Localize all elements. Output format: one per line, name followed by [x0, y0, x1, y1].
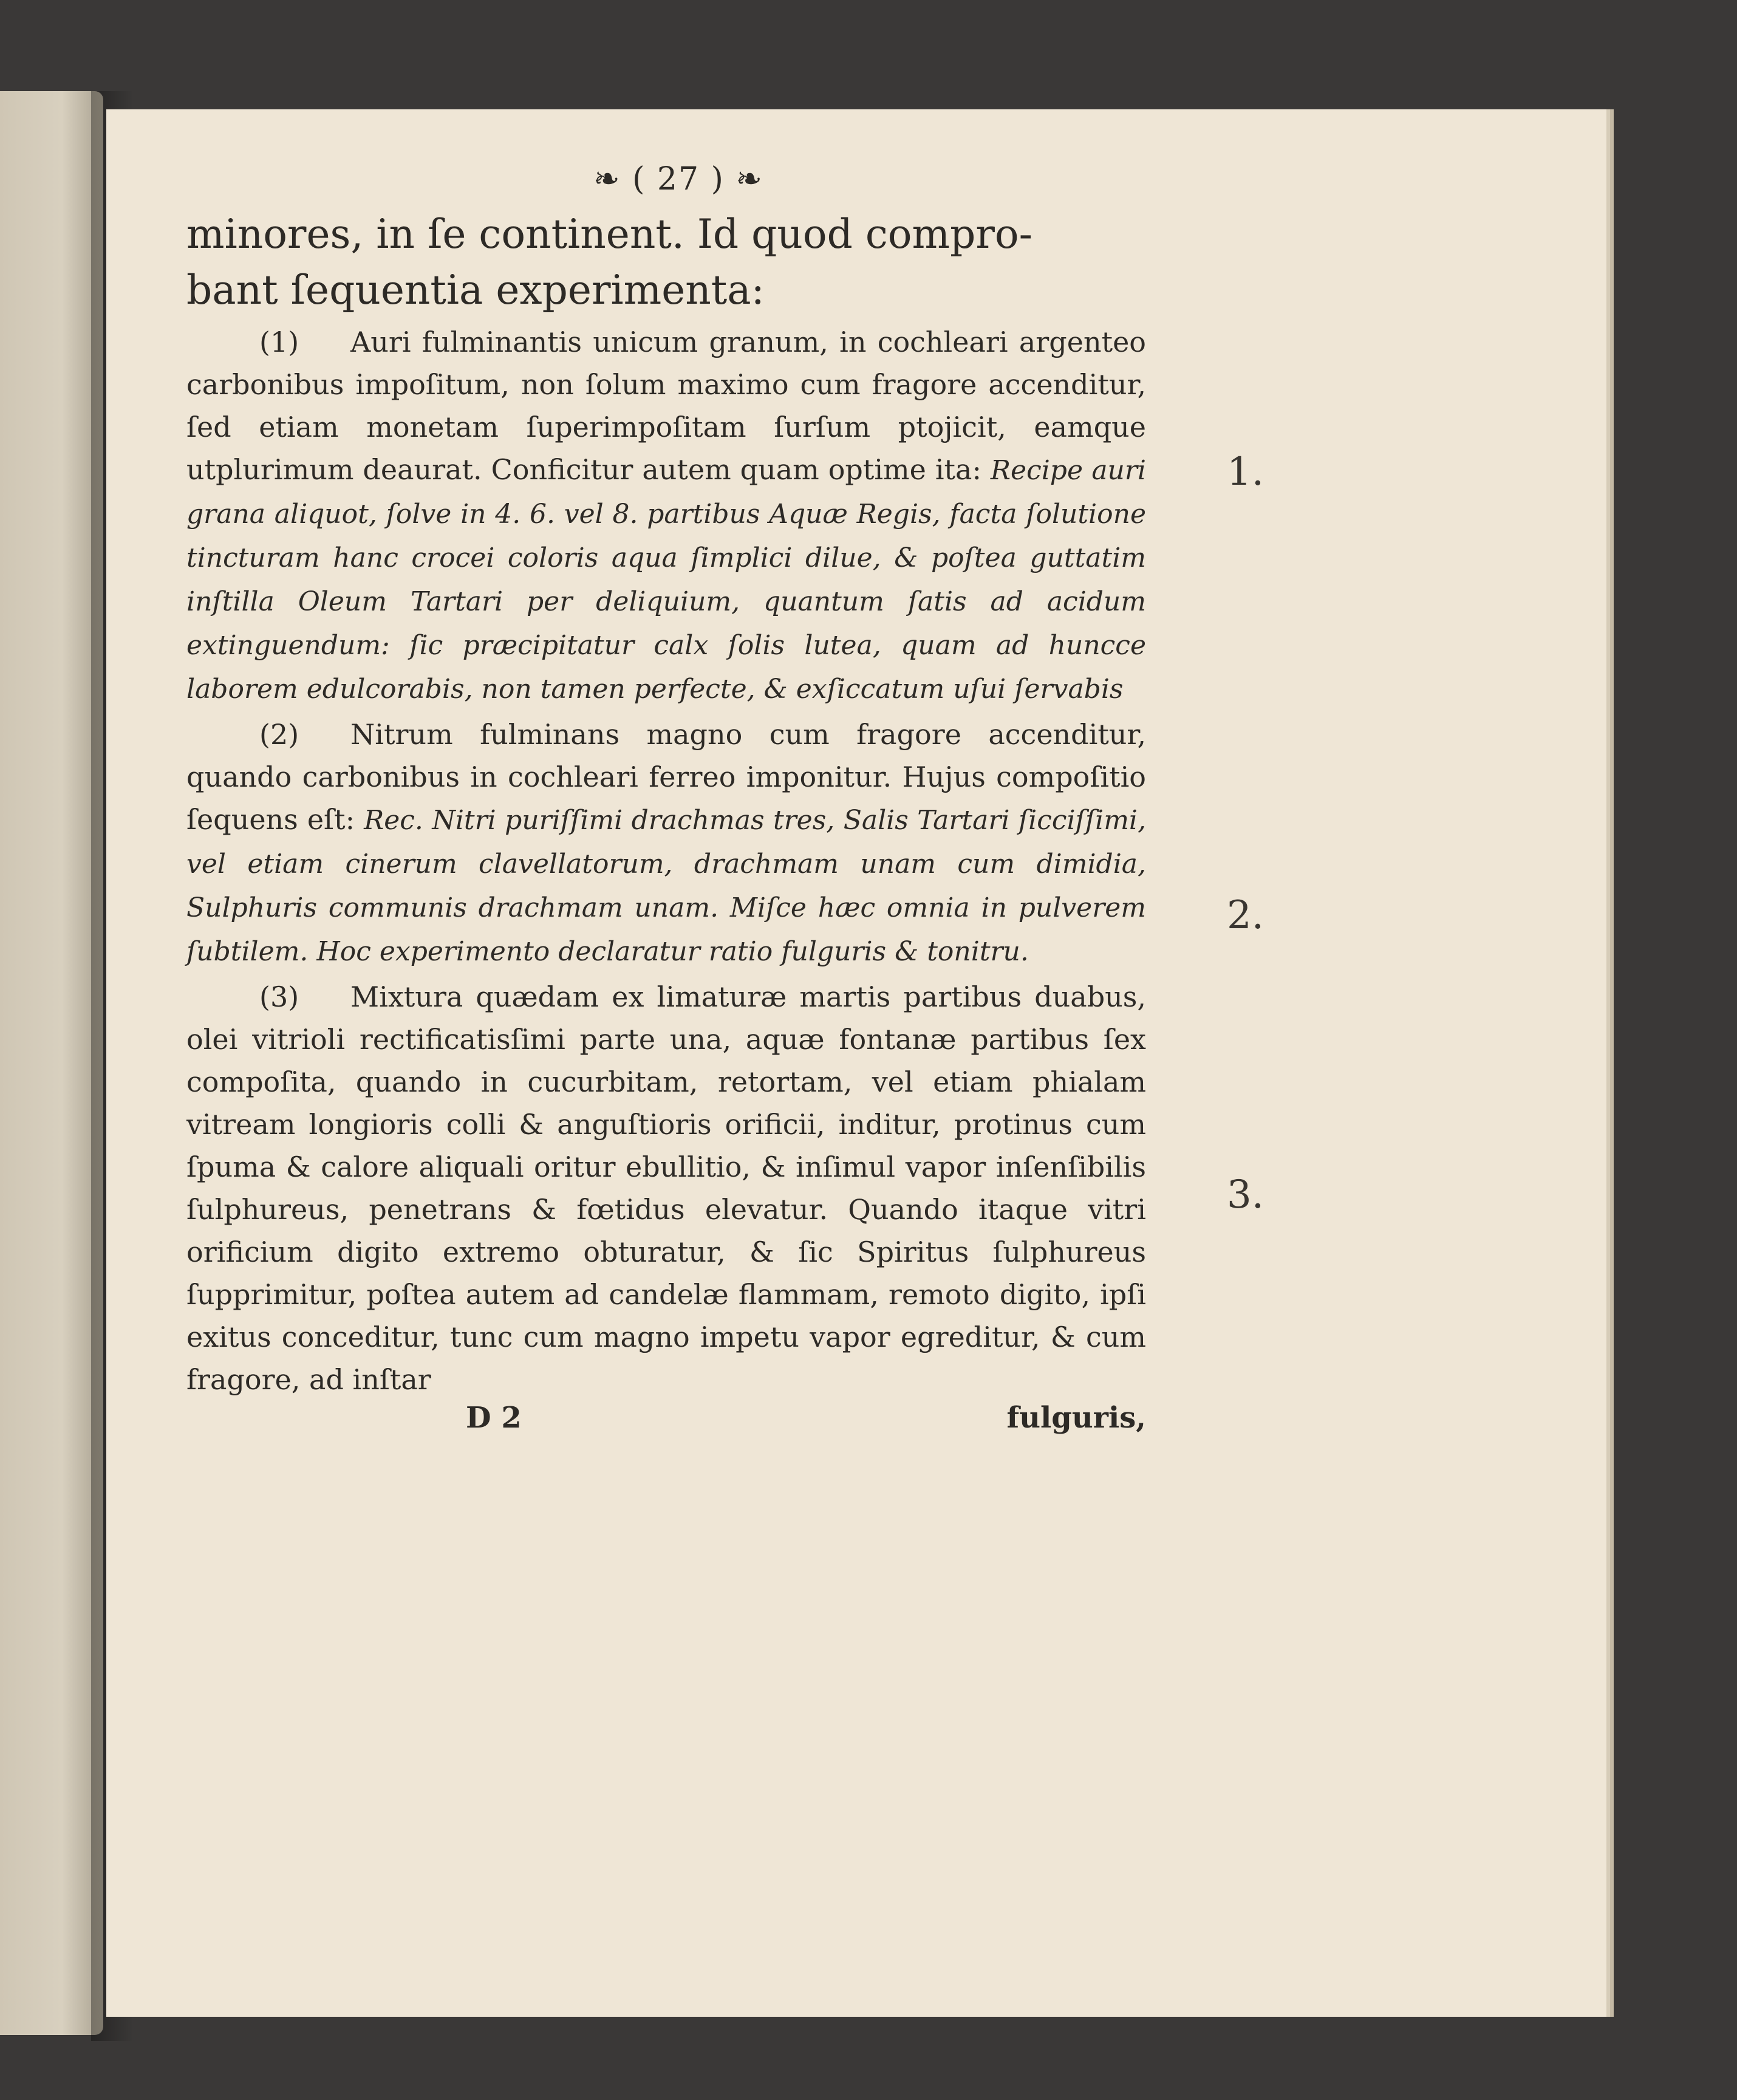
paragraph-1: [186, 321, 1146, 711]
page-number: ❧ ( 27 ) ❧: [593, 161, 763, 197]
running-header: [211, 152, 1146, 207]
paragraph-italic-text: Recipe auri grana aliquot, ſolve in 4. 6. vel 8. partibus Aquæ Regis, facta ſolutione tincturam hanc crocei coloris aqua ſimplici dilue, & poſtea guttatim inſtilla Oleum Tartari per deliquium, quantum ſatis ad acidum extinguendum: ſic præcipitatur calx ſolis lutea, quam ad huncce laborem edulcorabis, non tamen perfecte, & exſiccatum uſui ſervabis: [186, 455, 1146, 705]
paragraph-3: [186, 976, 1146, 1401]
text-block: [186, 152, 1146, 1443]
paragraph-roman-text: Auri fulminantis unicum granum, in cochleari argenteo carbonibus impoſitum, non ſolum maximo cum fragore accenditur, ſed etiam monetam ſuperimpoſitam ſurſum ptojicit, eamque utplurimum deaurat. Conficitur autem quam optime ita:: [186, 326, 1146, 486]
lead-text: [186, 207, 1146, 318]
lead-line-2: bant ſequentia experimenta:: [186, 267, 765, 313]
paragraph-number: (1): [259, 326, 299, 358]
left-page-edge: [0, 91, 103, 2035]
marginal-note-3: 3.: [1227, 1172, 1264, 1217]
paragraph-roman-text: Mixtura quædam ex limaturæ martis partibus duabus, olei vitrioli rectificatisſimi parte una, aquæ fontanæ partibus ſex compoſita, quando in cucurbitam, retortam, vel etiam phialam vitream longioris colli & anguſtioris orificii, inditur, protinus cum ſpuma & calore aliquali oritur ebullitio, & inſimul vapor inſenſibilis ſulphureus, penetrans & fœtidus elevatur. Quando itaque vitri orificium digito extremo obturatur, & ſic Spiritus ſulphureus ſupprimitur, poſtea autem ad candelæ flammam, remoto digito, ipſi exitus conceditur, tunc cum magno impetu vapor egreditur, & cum fragore, ad inſtar: [186, 980, 1146, 1396]
paragraph-number: (3): [259, 980, 299, 1013]
paragraph-number: (2): [259, 718, 299, 751]
paragraph-2: [186, 713, 1146, 973]
paragraph-roman-text: Nitrum fulminans magno cum fragore accenditur, quando carbonibus in cochleari ferreo imponitur. Hujus compoſitio ſequens eſt:: [186, 718, 1146, 836]
marginal-note-1: 1.: [1227, 450, 1264, 494]
marginal-note-2: 2.: [1227, 893, 1264, 938]
paragraph-italic-text: Rec. Nitri puriſſimi drachmas tres, Salis Tartari ſicciſſimi, vel etiam cinerum clavellatorum, drachmam unam cum dimidia, Sulphuris communis drachmam unam. Miſce hæc omnia in pulverem ſubtilem. Hoc experimento declaratur ratio fulguris & tonitru.: [186, 805, 1146, 967]
lead-line-1: minores, in ſe continent. Id quod compro-: [186, 211, 1032, 258]
signature-mark: D 2: [466, 1401, 522, 1435]
catchword: fulguris,: [1006, 1401, 1146, 1435]
page-footer: [186, 1401, 1146, 1443]
